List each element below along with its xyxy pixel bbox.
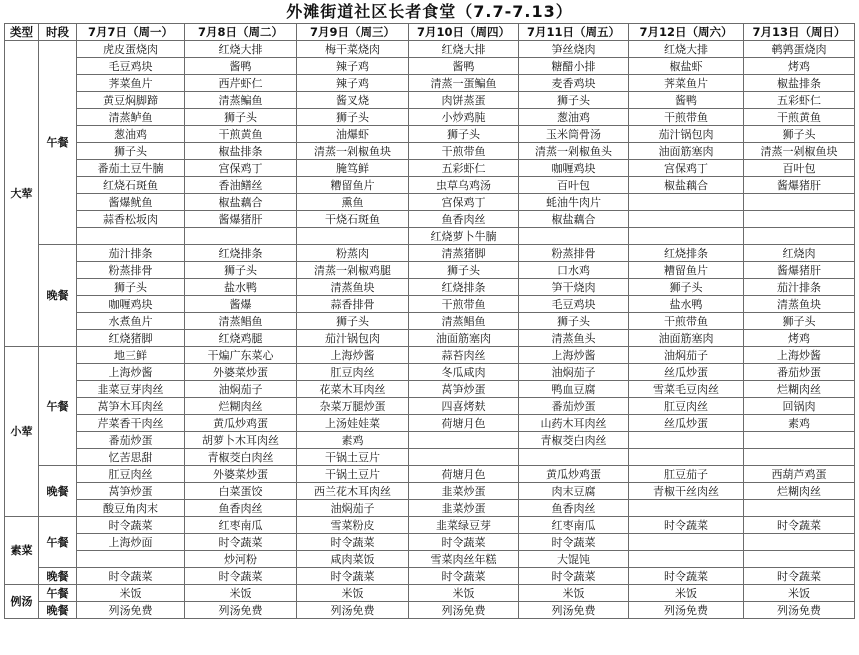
dish-cell: 红烧石斑鱼 bbox=[77, 177, 185, 194]
dish-cell: 茄汁锅包肉 bbox=[629, 126, 744, 143]
dish-cell: 虫草乌鸡汤 bbox=[409, 177, 519, 194]
dish-cell bbox=[744, 228, 855, 245]
dish-cell: 米饭 bbox=[409, 585, 519, 602]
header-day: 7月8日（周二） bbox=[185, 24, 297, 41]
table-row bbox=[5, 483, 855, 500]
dish-cell: 蒜苔肉丝 bbox=[409, 347, 519, 364]
dish-cell: 狮子头 bbox=[629, 279, 744, 296]
dish-cell: 干煎带鱼 bbox=[409, 143, 519, 160]
dish-cell: 米饭 bbox=[77, 585, 185, 602]
dish-cell: 清蒸一蛋鳊鱼 bbox=[409, 75, 519, 92]
dish-cell: 酱鸭 bbox=[629, 92, 744, 109]
dish-cell: 韭菜炒蛋 bbox=[409, 500, 519, 517]
table-row bbox=[5, 585, 855, 602]
dish-cell: 红枣南瓜 bbox=[519, 517, 629, 534]
dish-cell: 时令蔬菜 bbox=[77, 517, 185, 534]
dish-cell: 西葫芦鸡蛋 bbox=[744, 466, 855, 483]
dish-cell: 莴笋炒蛋 bbox=[409, 381, 519, 398]
dish-cell: 狮子头 bbox=[77, 279, 185, 296]
dish-cell: 笋丝烧肉 bbox=[519, 41, 629, 58]
dish-cell: 清蒸鱼块 bbox=[744, 296, 855, 313]
dish-cell bbox=[744, 551, 855, 568]
dish-cell bbox=[744, 432, 855, 449]
table-row bbox=[5, 449, 855, 466]
dish-cell: 四喜烤麸 bbox=[409, 398, 519, 415]
dish-cell bbox=[629, 432, 744, 449]
dish-cell: 上海炒酱 bbox=[77, 364, 185, 381]
dish-cell: 鹌鹑蛋烧肉 bbox=[744, 41, 855, 58]
dish-cell: 酱叉烧 bbox=[297, 92, 409, 109]
dish-cell: 清蒸一剁椒鱼块 bbox=[744, 143, 855, 160]
dish-cell: 西芹虾仁 bbox=[185, 75, 297, 92]
dish-cell: 红烧大排 bbox=[185, 41, 297, 58]
dish-cell: 烂糊肉丝 bbox=[744, 483, 855, 500]
table-row bbox=[5, 534, 855, 551]
dish-cell: 花菜木耳肉丝 bbox=[297, 381, 409, 398]
dish-cell bbox=[629, 449, 744, 466]
dish-cell: 椒盐藕合 bbox=[629, 177, 744, 194]
dish-cell: 上海炒酱 bbox=[297, 347, 409, 364]
dish-cell bbox=[629, 534, 744, 551]
dish-cell: 列汤免费 bbox=[744, 602, 855, 619]
dish-cell: 毛豆鸡块 bbox=[77, 58, 185, 75]
dish-cell: 酱鸭 bbox=[409, 58, 519, 75]
table-row bbox=[5, 177, 855, 194]
dish-cell: 上汤娃娃菜 bbox=[297, 415, 409, 432]
header-period: 时段 bbox=[39, 24, 77, 41]
dish-cell: 清蒸鱼块 bbox=[297, 279, 409, 296]
dish-cell: 外婆菜炒蛋 bbox=[185, 466, 297, 483]
table-row bbox=[5, 228, 855, 245]
dish-cell: 番茄炒蛋 bbox=[77, 432, 185, 449]
dish-cell: 五彩虾仁 bbox=[409, 160, 519, 177]
dish-cell: 烂糊肉丝 bbox=[185, 398, 297, 415]
dish-cell: 蒜香排骨 bbox=[297, 296, 409, 313]
dish-cell: 雪菜毛豆肉丝 bbox=[629, 381, 744, 398]
dish-cell: 清蒸一剁椒鱼头 bbox=[519, 143, 629, 160]
dish-cell: 青椒茭白肉丝 bbox=[519, 432, 629, 449]
table-row bbox=[5, 143, 855, 160]
dish-cell bbox=[744, 211, 855, 228]
table-row bbox=[5, 500, 855, 517]
dish-cell: 鱼香肉丝 bbox=[519, 500, 629, 517]
dish-cell: 百叶包 bbox=[744, 160, 855, 177]
dish-cell: 莴笋木耳肉丝 bbox=[77, 398, 185, 415]
dish-cell bbox=[297, 228, 409, 245]
dish-cell: 糟留鱼片 bbox=[629, 262, 744, 279]
dish-cell: 青椒干丝肉丝 bbox=[629, 483, 744, 500]
dish-cell: 腌笃鲜 bbox=[297, 160, 409, 177]
dish-cell: 时令蔬菜 bbox=[185, 568, 297, 585]
dish-cell: 时令蔬菜 bbox=[409, 534, 519, 551]
dish-cell: 时令蔬菜 bbox=[297, 568, 409, 585]
dish-cell bbox=[744, 500, 855, 517]
dish-cell: 米饭 bbox=[519, 585, 629, 602]
dish-cell: 狮子头 bbox=[409, 262, 519, 279]
dish-cell: 红烧猪脚 bbox=[77, 330, 185, 347]
meal-period-cell: 午餐 bbox=[39, 517, 77, 568]
dish-cell bbox=[744, 194, 855, 211]
dish-cell: 红烧肉 bbox=[744, 245, 855, 262]
dish-cell: 烤鸡 bbox=[744, 58, 855, 75]
table-row bbox=[5, 160, 855, 177]
dish-cell: 黄豆焖脚蹄 bbox=[77, 92, 185, 109]
dish-cell: 红烧鸡腿 bbox=[185, 330, 297, 347]
meal-period-cell: 晚餐 bbox=[39, 466, 77, 517]
dish-cell: 炒河粉 bbox=[185, 551, 297, 568]
dish-cell: 莴笋炒蛋 bbox=[77, 483, 185, 500]
meal-period-cell: 午餐 bbox=[39, 585, 77, 602]
dish-cell: 虎皮蛋烧肉 bbox=[77, 41, 185, 58]
dish-cell: 椒盐虾 bbox=[629, 58, 744, 75]
dish-cell: 番茄炒蛋 bbox=[744, 364, 855, 381]
menu-table bbox=[4, 23, 855, 619]
table-row bbox=[5, 75, 855, 92]
category-cell: 例汤 bbox=[5, 585, 39, 619]
dish-cell: 时令蔬菜 bbox=[77, 568, 185, 585]
dish-cell: 西兰花木耳肉丝 bbox=[297, 483, 409, 500]
table-row bbox=[5, 415, 855, 432]
dish-cell: 酱爆鱿鱼 bbox=[77, 194, 185, 211]
category-cell: 大荤 bbox=[5, 41, 39, 347]
dish-cell: 油爆虾 bbox=[297, 126, 409, 143]
dish-cell: 肉末豆腐 bbox=[519, 483, 629, 500]
dish-cell: 干煎带鱼 bbox=[409, 296, 519, 313]
dish-cell: 粉蒸排骨 bbox=[77, 262, 185, 279]
table-row bbox=[5, 381, 855, 398]
dish-cell: 鱼香肉丝 bbox=[185, 500, 297, 517]
dish-cell: 清蒸一剁椒鱼块 bbox=[297, 143, 409, 160]
dish-cell: 宫保鸡丁 bbox=[185, 160, 297, 177]
dish-cell: 荠菜鱼片 bbox=[629, 75, 744, 92]
table-row bbox=[5, 602, 855, 619]
dish-cell bbox=[629, 500, 744, 517]
category-cell: 素菜 bbox=[5, 517, 39, 585]
table-row bbox=[5, 58, 855, 75]
dish-cell: 蒜香松坂肉 bbox=[77, 211, 185, 228]
dish-cell: 米饭 bbox=[185, 585, 297, 602]
dish-cell: 油焖茄子 bbox=[519, 364, 629, 381]
dish-cell: 外婆菜炒蛋 bbox=[185, 364, 297, 381]
dish-cell: 上海炒酱 bbox=[519, 347, 629, 364]
dish-cell: 烤鸡 bbox=[744, 330, 855, 347]
dish-cell: 玉米筒骨汤 bbox=[519, 126, 629, 143]
header-day: 7月9日（周三） bbox=[297, 24, 409, 41]
dish-cell: 干煎黄鱼 bbox=[744, 109, 855, 126]
dish-cell: 油焖茄子 bbox=[629, 347, 744, 364]
dish-cell bbox=[77, 551, 185, 568]
dish-cell: 时令蔬菜 bbox=[744, 568, 855, 585]
dish-cell: 辣子鸡 bbox=[297, 75, 409, 92]
dish-cell: 红烧排条 bbox=[409, 279, 519, 296]
dish-cell: 米饭 bbox=[744, 585, 855, 602]
dish-cell: 熏鱼 bbox=[297, 194, 409, 211]
dish-cell: 黄瓜炒鸡蛋 bbox=[185, 415, 297, 432]
dish-cell: 咖喱鸡块 bbox=[77, 296, 185, 313]
meal-period-cell: 晚餐 bbox=[39, 245, 77, 347]
table-row bbox=[5, 347, 855, 364]
dish-cell: 茄汁排条 bbox=[744, 279, 855, 296]
dish-cell: 油焖茄子 bbox=[185, 381, 297, 398]
dish-cell: 雪菜粉皮 bbox=[297, 517, 409, 534]
dish-cell: 椒盐藕合 bbox=[519, 211, 629, 228]
dish-cell: 素鸡 bbox=[744, 415, 855, 432]
dish-cell: 芹菜香干肉丝 bbox=[77, 415, 185, 432]
dish-cell: 肛豆肉丝 bbox=[297, 364, 409, 381]
dish-cell: 白菜蛋饺 bbox=[185, 483, 297, 500]
dish-cell bbox=[744, 534, 855, 551]
dish-cell: 油面筋塞肉 bbox=[629, 143, 744, 160]
dish-cell: 列汤免费 bbox=[297, 602, 409, 619]
dish-cell bbox=[629, 551, 744, 568]
dish-cell: 鱼香肉丝 bbox=[409, 211, 519, 228]
dish-cell: 咖喱鸡块 bbox=[519, 160, 629, 177]
dish-cell: 狮子头 bbox=[519, 313, 629, 330]
dish-cell: 茄汁排条 bbox=[77, 245, 185, 262]
dish-cell bbox=[409, 432, 519, 449]
dish-cell: 时令蔬菜 bbox=[629, 568, 744, 585]
dish-cell: 韭菜炒蛋 bbox=[409, 483, 519, 500]
dish-cell: 黄瓜炒鸡蛋 bbox=[519, 466, 629, 483]
dish-cell: 列汤免费 bbox=[409, 602, 519, 619]
dish-cell: 干锅土豆片 bbox=[297, 449, 409, 466]
dish-cell: 丝瓜炒蛋 bbox=[629, 364, 744, 381]
dish-cell: 清蒸鲳鱼 bbox=[409, 313, 519, 330]
dish-cell: 番茄土豆牛腩 bbox=[77, 160, 185, 177]
header-day: 7月10日（周四） bbox=[409, 24, 519, 41]
page-title: 外滩街道社区长者食堂（7.7-7.13） bbox=[286, 2, 573, 21]
header-day: 7月12日（周六） bbox=[629, 24, 744, 41]
dish-cell: 香油鳝丝 bbox=[185, 177, 297, 194]
dish-cell: 狮子头 bbox=[297, 109, 409, 126]
dish-cell: 糖醋小排 bbox=[519, 58, 629, 75]
dish-cell: 上海炒酱 bbox=[744, 347, 855, 364]
header-row bbox=[5, 24, 855, 41]
dish-cell: 雪菜肉丝年糕 bbox=[409, 551, 519, 568]
dish-cell: 清蒸鲳鱼 bbox=[185, 313, 297, 330]
dish-cell: 口水鸡 bbox=[519, 262, 629, 279]
dish-cell: 盐水鸭 bbox=[185, 279, 297, 296]
table-row bbox=[5, 313, 855, 330]
dish-cell: 酱爆 bbox=[185, 296, 297, 313]
dish-cell: 酸豆角肉末 bbox=[77, 500, 185, 517]
dish-cell bbox=[519, 449, 629, 466]
header-day: 7月7日（周一） bbox=[77, 24, 185, 41]
dish-cell bbox=[77, 228, 185, 245]
dish-cell: 狮子头 bbox=[519, 92, 629, 109]
dish-cell: 盐水鸭 bbox=[629, 296, 744, 313]
dish-cell: 粉蒸排骨 bbox=[519, 245, 629, 262]
table-row bbox=[5, 551, 855, 568]
category-cell: 小荤 bbox=[5, 347, 39, 517]
dish-cell: 酱爆猪肝 bbox=[744, 177, 855, 194]
dish-cell: 干煎黄鱼 bbox=[185, 126, 297, 143]
dish-cell: 狮子头 bbox=[77, 143, 185, 160]
meal-period-cell: 晚餐 bbox=[39, 568, 77, 585]
dish-cell: 列汤免费 bbox=[185, 602, 297, 619]
dish-cell: 肛豆茄子 bbox=[629, 466, 744, 483]
dish-cell: 素鸡 bbox=[297, 432, 409, 449]
dish-cell: 肉饼蒸蛋 bbox=[409, 92, 519, 109]
dish-cell: 宫保鸡丁 bbox=[629, 160, 744, 177]
table-row bbox=[5, 568, 855, 585]
dish-cell: 油面筋塞肉 bbox=[629, 330, 744, 347]
dish-cell bbox=[629, 211, 744, 228]
dish-cell: 米饭 bbox=[297, 585, 409, 602]
dish-cell: 杂菜万腿炒蛋 bbox=[297, 398, 409, 415]
dish-cell: 时令蔬菜 bbox=[629, 517, 744, 534]
dish-cell bbox=[629, 194, 744, 211]
dish-cell bbox=[744, 449, 855, 466]
dish-cell bbox=[409, 449, 519, 466]
dish-cell: 山药木耳肉丝 bbox=[519, 415, 629, 432]
table-row bbox=[5, 279, 855, 296]
dish-cell: 地三鲜 bbox=[77, 347, 185, 364]
dish-cell: 椒盐藕合 bbox=[185, 194, 297, 211]
dish-cell: 红枣南瓜 bbox=[185, 517, 297, 534]
table-row bbox=[5, 398, 855, 415]
dish-cell: 笋干烧肉 bbox=[519, 279, 629, 296]
dish-cell: 干烧石斑鱼 bbox=[297, 211, 409, 228]
dish-cell bbox=[185, 228, 297, 245]
table-row bbox=[5, 296, 855, 313]
table-row bbox=[5, 194, 855, 211]
dish-cell: 辣子鸡 bbox=[297, 58, 409, 75]
header-day: 7月11日（周五） bbox=[519, 24, 629, 41]
meal-period-cell: 午餐 bbox=[39, 347, 77, 466]
dish-cell: 咸肉菜饭 bbox=[297, 551, 409, 568]
dish-cell: 红烧萝卜牛腩 bbox=[409, 228, 519, 245]
dish-cell: 酱鸭 bbox=[185, 58, 297, 75]
dish-cell: 烂糊肉丝 bbox=[744, 381, 855, 398]
dish-cell: 荠菜鱼片 bbox=[77, 75, 185, 92]
dish-cell: 韭菜绿豆芽 bbox=[409, 517, 519, 534]
table-row bbox=[5, 109, 855, 126]
table-row bbox=[5, 262, 855, 279]
dish-cell: 糟留鱼片 bbox=[297, 177, 409, 194]
dish-cell: 百叶包 bbox=[519, 177, 629, 194]
dish-cell: 时令蔬菜 bbox=[744, 517, 855, 534]
dish-cell bbox=[519, 228, 629, 245]
dish-cell: 油焖茄子 bbox=[297, 500, 409, 517]
dish-cell: 时令蔬菜 bbox=[519, 534, 629, 551]
dish-cell: 梅干菜烧肉 bbox=[297, 41, 409, 58]
table-row bbox=[5, 245, 855, 262]
dish-cell: 时令蔬菜 bbox=[185, 534, 297, 551]
table-row bbox=[5, 432, 855, 449]
dish-cell: 列汤免费 bbox=[629, 602, 744, 619]
dish-cell: 清蒸猪脚 bbox=[409, 245, 519, 262]
dish-cell: 酱爆猪肝 bbox=[185, 211, 297, 228]
dish-cell: 冬瓜咸肉 bbox=[409, 364, 519, 381]
dish-cell: 宫保鸡丁 bbox=[409, 194, 519, 211]
dish-cell: 狮子头 bbox=[185, 262, 297, 279]
dish-cell: 红烧排条 bbox=[629, 245, 744, 262]
dish-cell: 肛豆肉丝 bbox=[77, 466, 185, 483]
dish-cell: 胡萝卜木耳肉丝 bbox=[185, 432, 297, 449]
table-row bbox=[5, 517, 855, 534]
dish-cell: 粉蒸肉 bbox=[297, 245, 409, 262]
dish-cell: 干煸广东菜心 bbox=[185, 347, 297, 364]
dish-cell: 清蒸一剁椒鸡腿 bbox=[297, 262, 409, 279]
dish-cell: 列汤免费 bbox=[519, 602, 629, 619]
menu-body bbox=[5, 41, 855, 619]
header-day: 7月13日（周日） bbox=[744, 24, 855, 41]
dish-cell bbox=[629, 228, 744, 245]
dish-cell: 时令蔬菜 bbox=[409, 568, 519, 585]
table-row bbox=[5, 126, 855, 143]
dish-cell: 番茄炒蛋 bbox=[519, 398, 629, 415]
dish-cell: 米饭 bbox=[629, 585, 744, 602]
dish-cell: 时令蔬菜 bbox=[519, 568, 629, 585]
dish-cell: 鸭血豆腐 bbox=[519, 381, 629, 398]
table-row bbox=[5, 466, 855, 483]
table-row bbox=[5, 364, 855, 381]
dish-cell: 狮子头 bbox=[744, 313, 855, 330]
dish-cell: 清蒸鲈鱼 bbox=[77, 109, 185, 126]
dish-cell: 酱爆猪肝 bbox=[744, 262, 855, 279]
dish-cell: 列汤免费 bbox=[77, 602, 185, 619]
dish-cell: 水煮鱼片 bbox=[77, 313, 185, 330]
dish-cell: 清蒸鳊鱼 bbox=[185, 92, 297, 109]
dish-cell: 狮子头 bbox=[185, 109, 297, 126]
dish-cell: 荷塘月色 bbox=[409, 415, 519, 432]
dish-cell: 肛豆肉丝 bbox=[629, 398, 744, 415]
table-row bbox=[5, 330, 855, 347]
dish-cell: 葱油鸡 bbox=[77, 126, 185, 143]
dish-cell: 干煎带鱼 bbox=[629, 313, 744, 330]
dish-cell: 椒盐排条 bbox=[744, 75, 855, 92]
header-type: 类型 bbox=[5, 24, 39, 41]
dish-cell: 韭菜豆芽肉丝 bbox=[77, 381, 185, 398]
dish-cell: 丝瓜炒蛋 bbox=[629, 415, 744, 432]
dish-cell: 茄汁锅包肉 bbox=[297, 330, 409, 347]
dish-cell: 上海炒面 bbox=[77, 534, 185, 551]
dish-cell: 红烧排条 bbox=[185, 245, 297, 262]
table-row bbox=[5, 211, 855, 228]
dish-cell: 时令蔬菜 bbox=[297, 534, 409, 551]
dish-cell: 小炒鸡肫 bbox=[409, 109, 519, 126]
dish-cell: 大馄饨 bbox=[519, 551, 629, 568]
dish-cell: 油面筋塞肉 bbox=[409, 330, 519, 347]
dish-cell: 干锅土豆片 bbox=[297, 466, 409, 483]
meal-period-cell: 晚餐 bbox=[39, 602, 77, 619]
dish-cell: 椒盐排条 bbox=[185, 143, 297, 160]
dish-cell: 红烧大排 bbox=[409, 41, 519, 58]
dish-cell: 荷塘月色 bbox=[409, 466, 519, 483]
dish-cell: 忆苦思甜 bbox=[77, 449, 185, 466]
meal-period-cell: 午餐 bbox=[39, 41, 77, 245]
dish-cell: 五彩虾仁 bbox=[744, 92, 855, 109]
dish-cell: 麦香鸡块 bbox=[519, 75, 629, 92]
dish-cell: 清蒸鱼头 bbox=[519, 330, 629, 347]
table-row bbox=[5, 92, 855, 109]
dish-cell: 青椒茭白肉丝 bbox=[185, 449, 297, 466]
dish-cell: 回锅肉 bbox=[744, 398, 855, 415]
dish-cell: 葱油鸡 bbox=[519, 109, 629, 126]
dish-cell: 狮子头 bbox=[297, 313, 409, 330]
dish-cell: 蚝油牛肉片 bbox=[519, 194, 629, 211]
dish-cell: 干煎带鱼 bbox=[629, 109, 744, 126]
dish-cell: 狮子头 bbox=[744, 126, 855, 143]
dish-cell: 红烧大排 bbox=[629, 41, 744, 58]
dish-cell: 毛豆鸡块 bbox=[519, 296, 629, 313]
dish-cell: 狮子头 bbox=[409, 126, 519, 143]
table-row bbox=[5, 41, 855, 58]
